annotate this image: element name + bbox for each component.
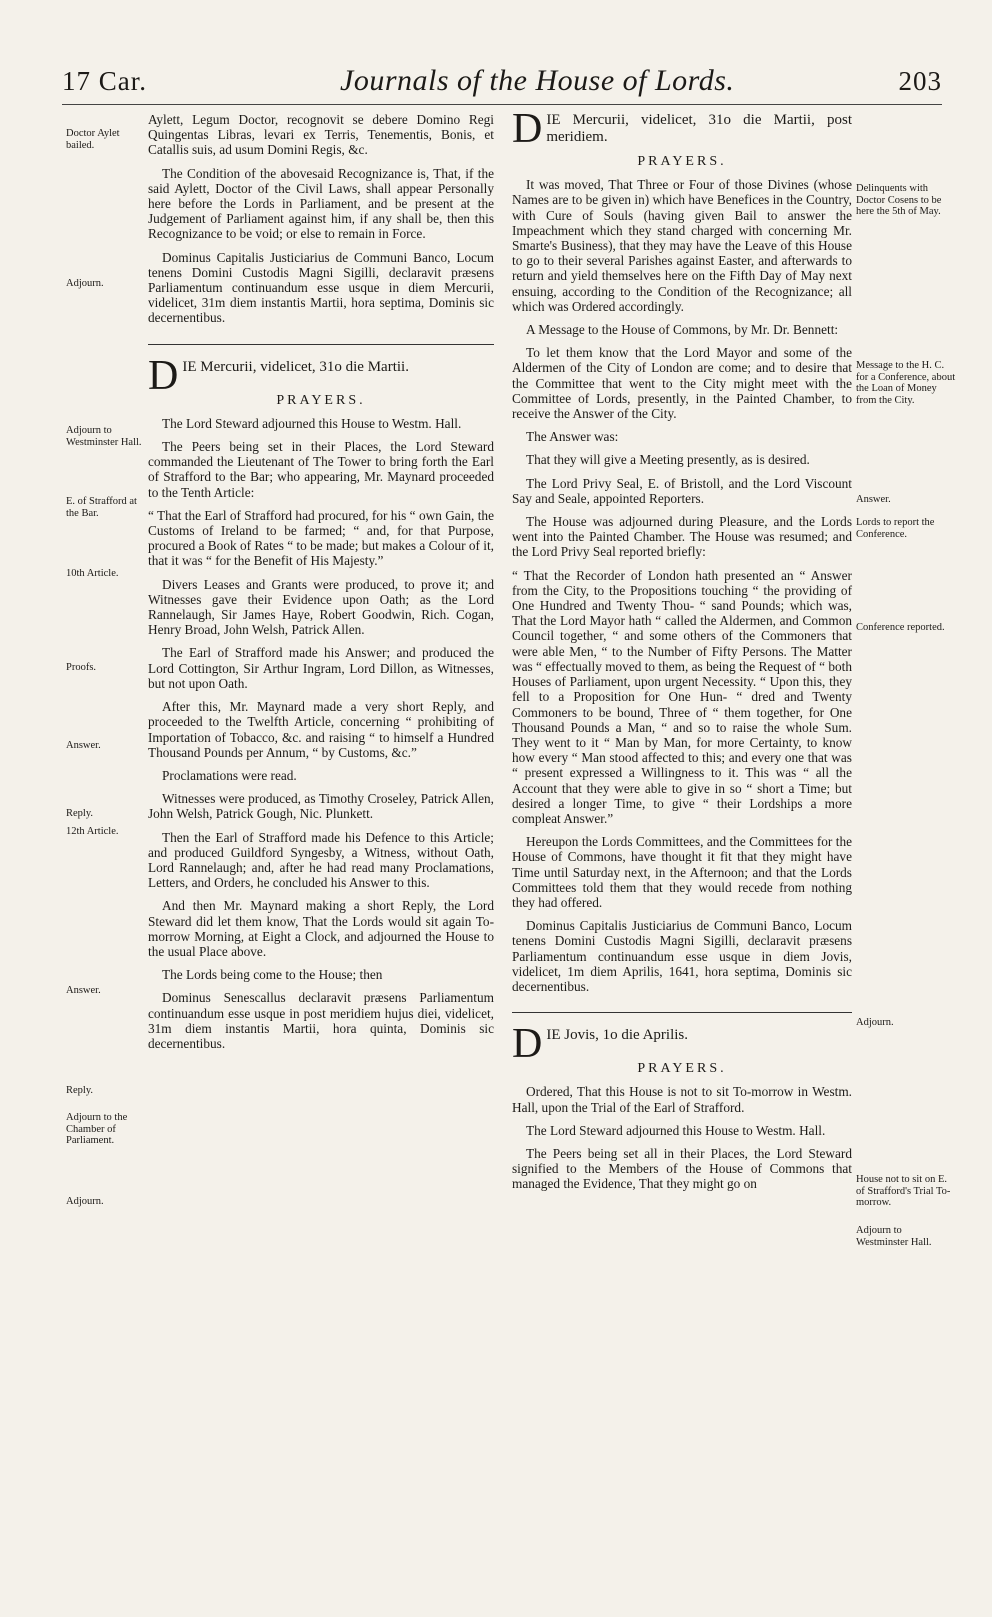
running-title: Journals of the House of Lords.: [340, 64, 735, 97]
margin-note: Reply.: [66, 808, 94, 819]
page-number: 203: [898, 66, 942, 96]
paragraph: The Answer was:: [526, 429, 619, 445]
paragraph: Dominus Senescallus declaravit præsens Parliamentum continuandum esse usque in post meridiem hujus diei, videlicet, 31m diem instantis Martii, hora quinta, Dominis sic decernentibus.: [148, 990, 494, 1051]
margin-note: Adjourn to Westminster Hall.: [856, 1225, 932, 1248]
margin-note: Conference reported.: [856, 622, 945, 633]
paragraph: Hereupon the Lords Committees, and the Committees for the House of Commons, have thought it fit that they might have Time until Saturday next, in the Afternoon; and that the Lords Committees told them that they would recede from nothing they had offered.: [512, 834, 852, 910]
paragraph: The Lord Steward adjourned this House to Westm. Hall.: [162, 415, 462, 431]
margin-note: Message to the H. C. for a Conference, about the Loan of Money from the City.: [856, 360, 956, 406]
paragraph: Divers Leases and Grants were produced, to prove it; and Witnesses gave their Evidence upon Oath; as the Lord Rannelaugh, Sir James Haye, Robert Goodwin, Rich. Cogan, Henry Broad, John Welsh, Patrick Allen.: [148, 576, 494, 638]
paragraph: The Peers being set all in their Places, the Lord Steward signified to the Members of the House of Commons that managed the Evidence, That they might go on: [512, 1145, 852, 1192]
paragraph: It was moved, That Three or Four of those Divines (whose Names are to be given in) which have Benefices in the Country, with Cure of Souls (having given Bail to answer the Impeachment which they stand charged with concerning Mr. Smarte's Business), that they may have the Leave of this House to go to their several Parishes against Easter, and afterwards to return and yield themselves here on the Fifth Day of May next ensuing, according to the Condition of the Recognizance; all which was Ordered accordingly.: [512, 177, 852, 314]
paragraph: Proclamations were read.: [162, 767, 297, 783]
margin-note: Adjourn.: [856, 1017, 894, 1028]
margin-note: Adjourn to Westminster Hall.: [66, 425, 142, 448]
paragraph: Witnesses were produced, as Timothy Croseley, Patrick Allen, John Welsh, Patrick Gough, Nic. Plunkett.: [148, 791, 494, 822]
margin-note: Delinquents with Doctor Cosens to be here the 5th of May.: [856, 183, 942, 217]
margin-note: 10th Article.: [66, 568, 119, 579]
margin-note: E. of Strafford at the Bar.: [66, 496, 137, 519]
drop-cap: D: [512, 106, 543, 152]
margin-note: Doctor Aylet bailed.: [66, 128, 120, 151]
day-title: IE Mercurii, videlicet, 31o die Martii.: [182, 358, 409, 375]
prayers-heading: PRAYERS.: [276, 392, 366, 408]
drop-cap: D: [512, 1021, 543, 1068]
paragraph: After this, Mr. Maynard made a very short Reply, and proceeded to the Twelfth Article, concerning “ prohibiting of Importation of Tobacco, &c. and raising “ to himself a Hundred Thousand Pounds per Annum, “ by Customs, &c.”: [148, 699, 494, 760]
paragraph: And then Mr. Maynard making a short Reply, the Lord Steward did let them know, That the Lords would sit again To-morrow Morning, at Eight a Clock, and adjourned the House to the usual Place above.: [148, 898, 494, 959]
drop-cap: D: [148, 352, 179, 399]
page-header: [62, 60, 942, 105]
quoted-article: “ That the Earl of Strafford had procured, for his “ own Gain, the Customs of Ireland to be farmed; “ and, for that Purpose, procured a Book of Rates “ to be made; but makes a Colour of it, that it was “ for the Benefit of His Majesty.”: [148, 507, 494, 569]
day-title: IE Mercurii, videlicet, 31o die Martii, post meridiem.: [546, 112, 852, 145]
paragraph: The Peers being set in their Places, the Lord Steward commanded the Lieutenant of The Tower to bring forth the Earl of Strafford to the Bar; who appearing, Mr. Maynard proceeded to the Tenth Article:: [148, 439, 494, 500]
day-heading: [148, 344, 494, 399]
paragraph: The Lord Privy Seal, E. of Bristoll, and the Lord Viscount Say and Seale, appointed Reporters.: [512, 475, 852, 506]
margin-note: House not to sit on E. of Strafford's Trial To-morrow.: [856, 1174, 951, 1208]
paragraph: The Earl of Strafford made his Answer; and produced the Lord Cottington, Sir Arthur Ingram, Lord Dillon, as Witnesses, but not upon Oath.: [148, 645, 494, 691]
right-column: [512, 106, 852, 1200]
margin-note: Answer.: [66, 740, 101, 751]
prayers-heading: PRAYERS.: [637, 1061, 727, 1077]
paragraph: Ordered, That this House is not to sit To-morrow in Westm. Hall, upon the Trial of the Earl of Strafford.: [512, 1084, 852, 1115]
left-column: [148, 112, 494, 1059]
margin-note: 12th Article.: [66, 826, 119, 837]
margin-note: Adjourn to the Chamber of Parliament.: [66, 1112, 128, 1146]
prayers-heading: PRAYERS.: [637, 154, 727, 169]
paragraph: The Lords being come to the House; then: [162, 967, 383, 983]
margin-note: Adjourn.: [66, 278, 104, 289]
day-title: IE Jovis, 1o die Aprilis.: [546, 1027, 689, 1044]
regnal-year: 17 Car.: [62, 66, 147, 96]
paragraph: That they will give a Meeting presently, as is desired.: [526, 452, 810, 468]
day-heading: [512, 1012, 852, 1068]
margin-note: Lords to report the Conference.: [856, 517, 935, 540]
margin-note: Answer.: [66, 985, 101, 996]
paragraph: Aylett, Legum Doctor, recognovit se debere Domino Regi Quingentas Libras, levari ex Terris, Tenementis, Bonis, et Catallis suis, ad usum Domini Regis, &c.: [148, 112, 494, 158]
day-heading: [512, 106, 852, 152]
paragraph: The Lord Steward adjourned this House to Westm. Hall.: [526, 1122, 826, 1138]
quoted-report: “ That the Recorder of London hath presented an “ Answer from the City, to the Propositions touching “ the providing of One Hundred and Twenty Thou- “ sand Pounds; which was, That the Lord Mayor hath “ called the Aldermen, and Common Council together, “ and some others of the Commoners that were able Men, “ to the Number of Fifty Persons. The Matter was “ effectually moved to them, as being the Request of “ both Houses of Parliament, upon urgent Necessity. “ Upon this, they fell to a Proposition for One Hun- “ dred and Twenty Commoners to be bound, Three of “ them together, for One Thousand Pounds a Man, “ and so to raise the whole Sum. They went to it “ Man by Man, for more Certainty, to know how every “ Man stood affected to this; and every one that was “ present expressed a Willingness to it. This was “ all the Account that they were able to give in so “ short a Time; but desired a longer Time, to give “ their Lordships a more compleat Answer.”: [512, 567, 852, 826]
margin-note: Proofs.: [66, 662, 97, 673]
margin-note: Adjourn.: [66, 1196, 104, 1207]
paragraph: The Condition of the abovesaid Recognizance is, That, if the said Aylett, Doctor of the Civil Laws, shall appear Personally here before the Lords in Parliament, and be present at the Judgement of Parliament against him, if any shall be, then this Recognizance to be void; or else to remain in Force.: [148, 165, 494, 242]
paragraph: To let them know that the Lord Mayor and some of the Aldermen of the City of London are come; and to desire that the Committee that went to the City might meet with the Committee of Lords, presently, in the Painted Chamber, to receive the Answer of the City.: [512, 345, 852, 422]
paragraph: Then the Earl of Strafford made his Defence to this Article; and produced Guildford Syngesby, a Witness, without Oath, Lord Rannelaugh; and, after he had read many Proclamations, Letters, and Orders, he concluded his Answer to this.: [148, 829, 494, 891]
margin-note: Reply.: [66, 1085, 94, 1096]
paragraph: Dominus Capitalis Justiciarius de Communi Banco, Locum tenens Domini Custodis Magni Sigilli, declaravit præsens Parliamentum continuandum esse usque in diem Mercurii, videlicet, 31m diem instantis Martii, hora septima, Dominis sic decernentibus.: [148, 249, 494, 326]
paragraph: A Message to the House of Commons, by Mr. Dr. Bennett:: [526, 322, 839, 338]
margin-note: Answer.: [856, 494, 891, 505]
paragraph: Dominus Capitalis Justiciarius de Communi Banco, Locum tenens Domini Custodis Magni Sigilli, declaravit præsens Parliamentum continuandum esse usque in diem Jovis, videlicet, 1m diem Aprilis, 1641, hora septima, Dominis sic decernentibus.: [512, 918, 852, 994]
paragraph: The House was adjourned during Pleasure, and the Lords went into the Painted Chamber. The House was resumed; and the Lord Privy Seal reported briefly:: [512, 514, 852, 560]
